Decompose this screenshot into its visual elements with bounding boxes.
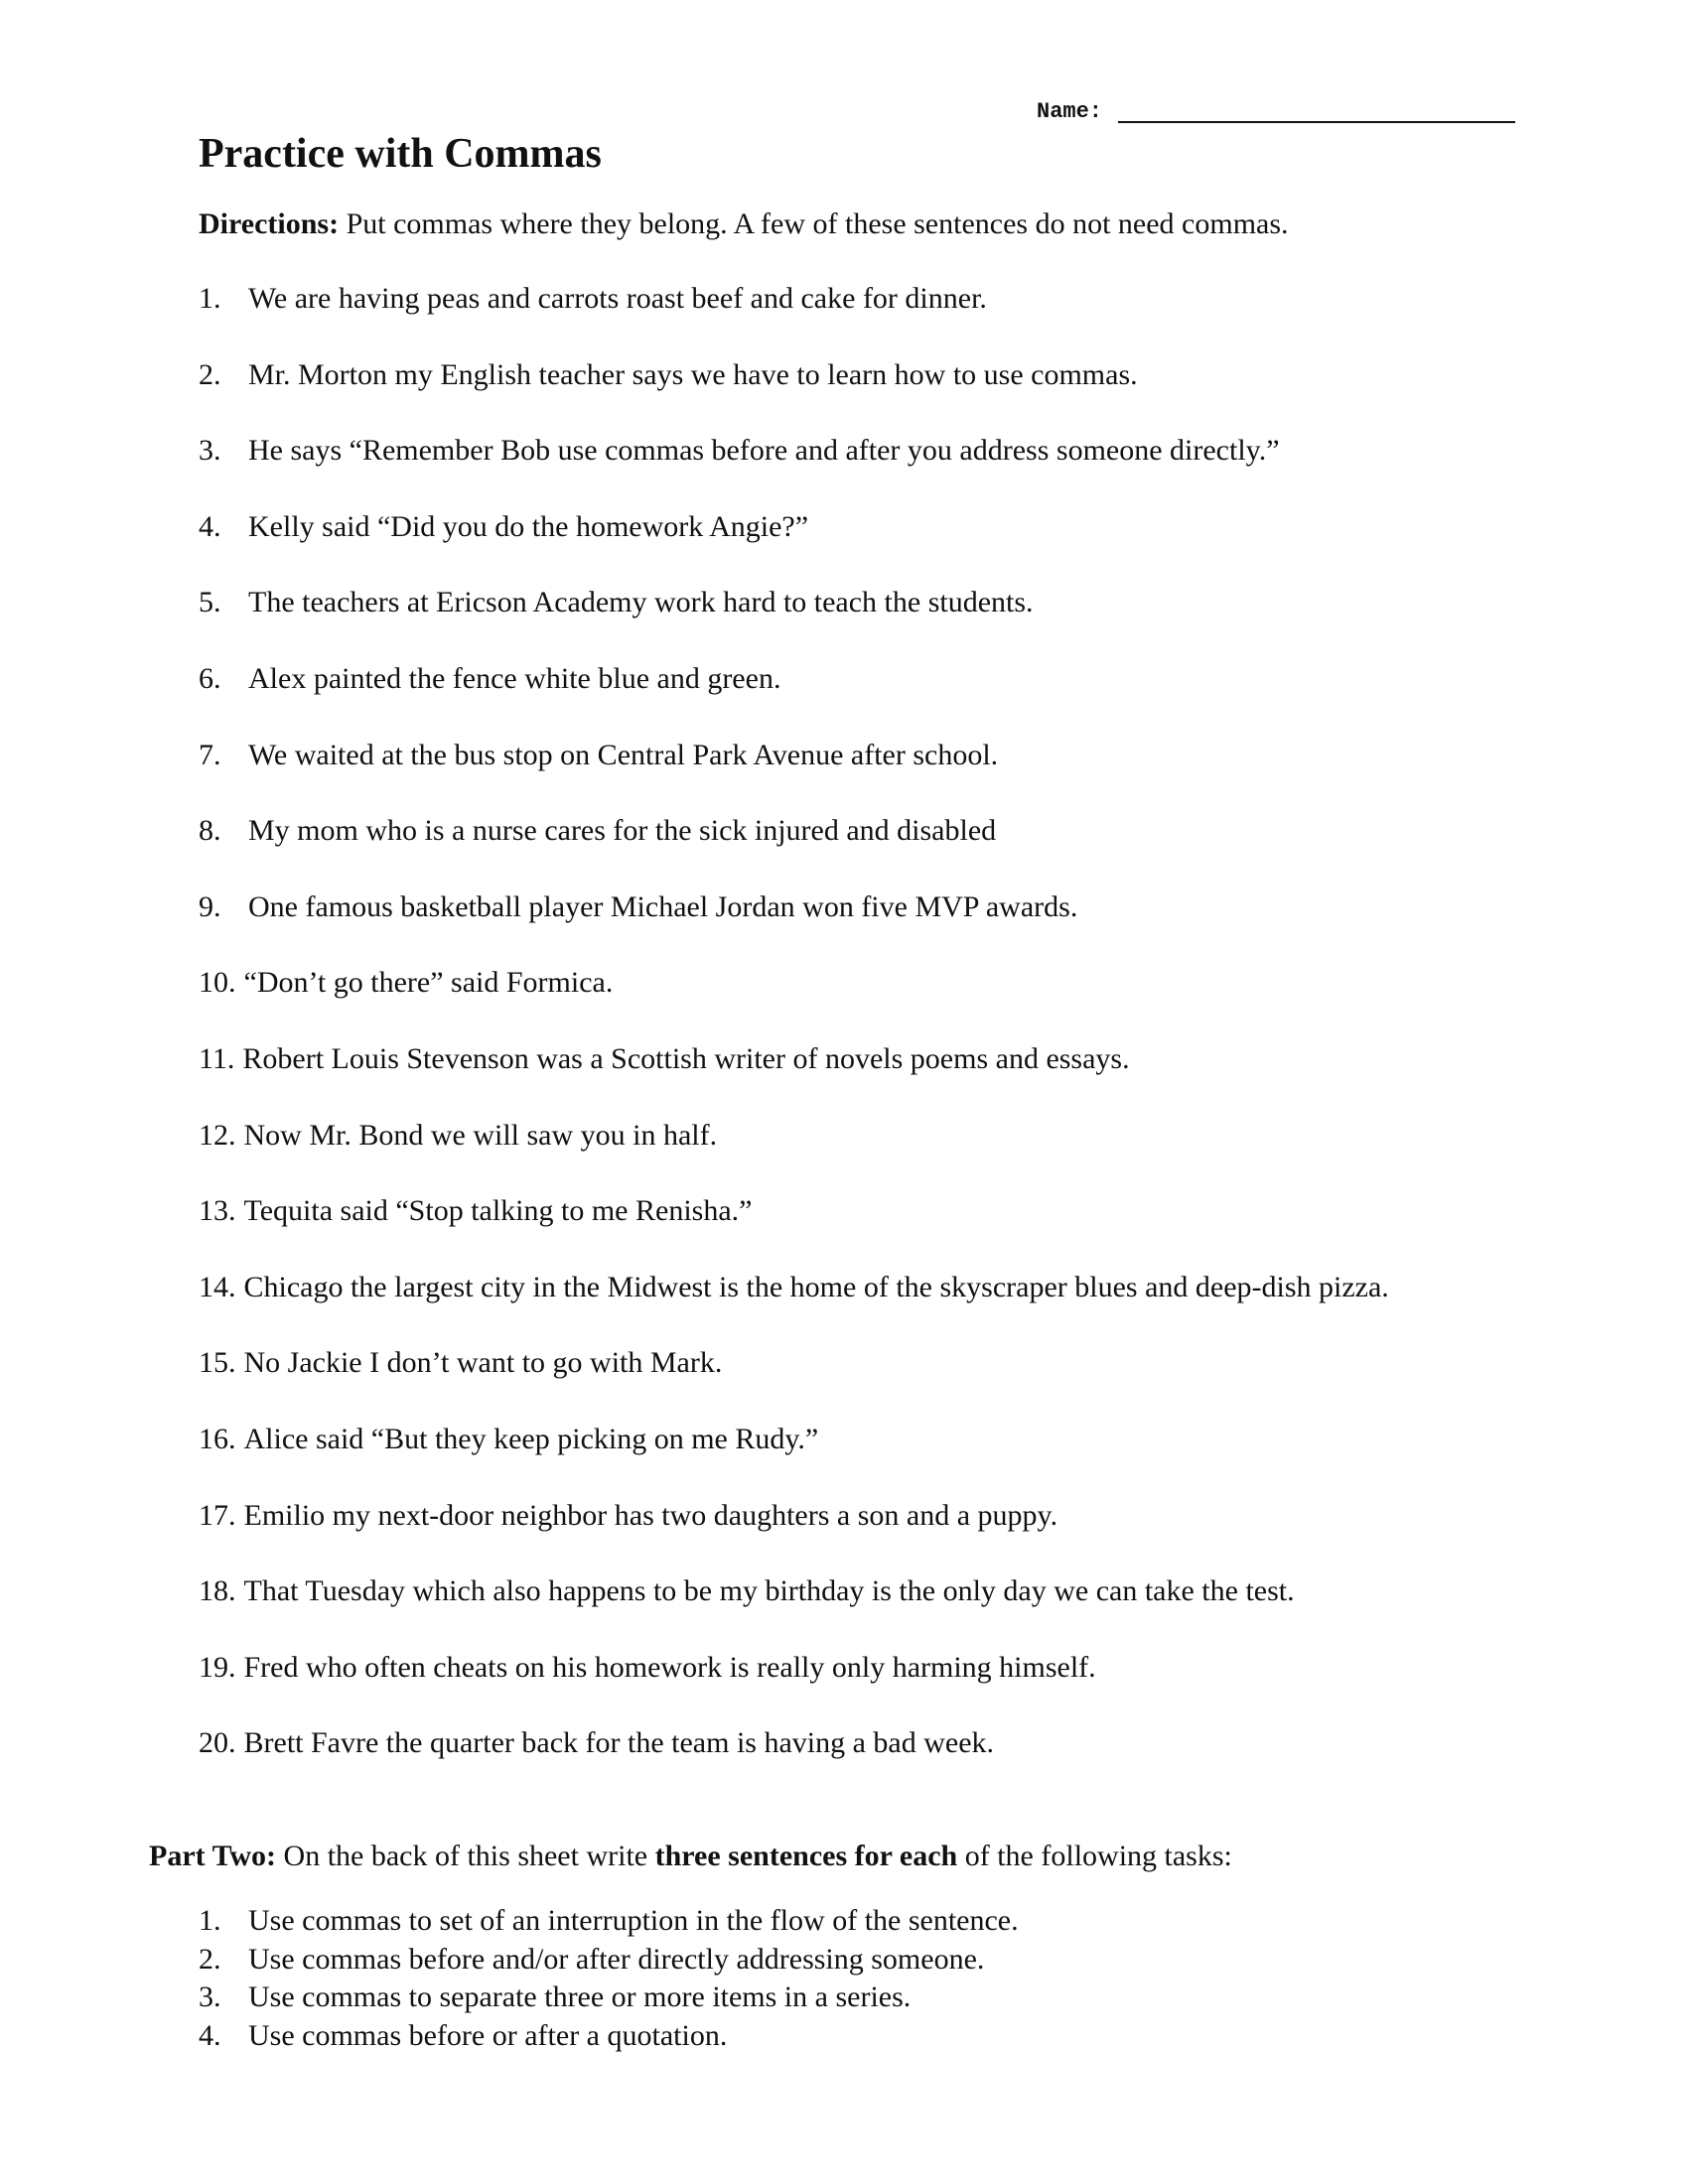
list-item [199,1193,1389,1270]
list-item [199,1270,1389,1346]
item-text: Alex painted the fence white blue and green. [248,661,781,695]
list-item [199,1498,1389,1574]
item-text: We waited at the bus stop on Central Park Avenue after school. [248,738,999,771]
item-number: 7. [199,738,221,771]
item-text: That Tuesday which also happens to be my birthday is the only day we can take the test. [243,1574,1295,1608]
part-two-emphasis: three sentences for each [654,1840,958,1872]
task-text: Use commas to separate three or more items in a series. [248,1980,912,2013]
item-number: 17. [199,1498,236,1532]
item-number: 19. [199,1650,236,1684]
task-item [199,1979,1019,2018]
item-text: Tequita said “Stop talking to me Renisha.” [243,1194,753,1228]
item-number: 16. [199,1422,236,1455]
task-text: Use commas before or after a quotation. [248,2018,728,2052]
name-field [1037,99,1515,125]
item-number: 4. [199,509,221,543]
item-text: Mr. Morton my English teacher says we have to learn how to use commas. [248,357,1138,391]
task-text: Use commas before and/or after directly addressing someone. [248,1942,985,1976]
list-item [199,281,1389,357]
item-text: He says “Remember Bob use commas before and after you address someone directly.” [248,434,1280,468]
directions [199,206,1289,242]
name-label: Name: [1037,99,1103,124]
item-number: 8. [199,814,221,848]
list-item [199,1041,1389,1118]
item-number: 13. [199,1194,236,1228]
item-text: Brett Favre the quarter back for the team is having a bad week. [243,1726,995,1760]
item-text: Robert Louis Stevenson was a Scottish writer of novels poems and essays. [242,1041,1130,1075]
item-text: Now Mr. Bond we will saw you in half. [243,1118,718,1152]
item-text: My mom who is a nurse cares for the sick injured and disabled [248,814,997,848]
task-text: Use commas to set of an interruption in the flow of the sentence. [248,1904,1019,1937]
item-number: 11. [199,1041,235,1075]
list-item [199,813,1389,889]
task-number: 2. [199,1942,221,1976]
item-text: Alice said “But they keep picking on me Rudy.” [243,1422,819,1455]
item-text: “Don’t go there” said Formica. [243,966,614,1000]
directions-label: Directions: [199,207,340,240]
page-title: Practice with Commas [199,131,602,177]
task-item [199,1942,1019,1980]
item-text: One famous basketball player Michael Jordan won five MVP awards. [248,889,1078,923]
list-item [199,1573,1389,1650]
item-text: No Jackie I don’t want to go with Mark. [243,1346,723,1380]
item-number: 2. [199,357,221,391]
list-item [199,965,1389,1041]
item-number: 10. [199,966,236,1000]
item-text: Chicago the largest city in the Midwest is the home of the skyscraper blues and deep-dish pizza. [243,1270,1389,1303]
item-number: 12. [199,1118,236,1152]
task-item [199,2018,1019,2057]
item-text: Kelly said “Did you do the homework Angie?” [248,509,809,543]
item-text: Emilio my next-door neighbor has two daughters a son and a puppy. [243,1498,1058,1532]
list-item [199,1345,1389,1422]
item-number: 9. [199,889,221,923]
item-number: 18. [199,1574,236,1608]
item-text: The teachers at Ericson Academy work hard to teach the students. [248,586,1034,619]
list-item [199,509,1389,586]
item-number: 3. [199,434,221,468]
list-item [199,1422,1389,1498]
list-item [199,661,1389,738]
list-item [199,1650,1389,1726]
part-two-label: Part Two: [149,1840,277,1872]
item-number: 14. [199,1270,236,1303]
exercise-list [199,281,1389,1802]
item-number: 20. [199,1726,236,1760]
task-item [199,1903,1019,1942]
list-item [199,1118,1389,1194]
item-number: 15. [199,1346,236,1380]
task-number: 4. [199,2018,221,2052]
list-item [199,357,1389,434]
list-item [199,433,1389,509]
part-two-text-b: of the following tasks: [957,1840,1232,1872]
item-number: 6. [199,661,221,695]
task-number: 3. [199,1980,221,2013]
item-number: 5. [199,586,221,619]
directions-text: Put commas where they belong. A few of these sentences do not need commas. [339,207,1289,240]
list-item [199,585,1389,661]
part-two-text-a: On the back of this sheet write [276,1840,655,1872]
task-number: 1. [199,1904,221,1937]
part-two-instructions [149,1839,1232,1874]
list-item [199,738,1389,814]
item-text: Fred who often cheats on his homework is really only harming himself. [243,1650,1096,1684]
name-blank-line[interactable] [1118,121,1515,123]
list-item [199,889,1389,966]
item-number: 1. [199,282,221,315]
task-list [199,1903,1019,2056]
list-item [199,1725,1389,1802]
item-text: We are having peas and carrots roast beef and cake for dinner. [248,282,987,315]
